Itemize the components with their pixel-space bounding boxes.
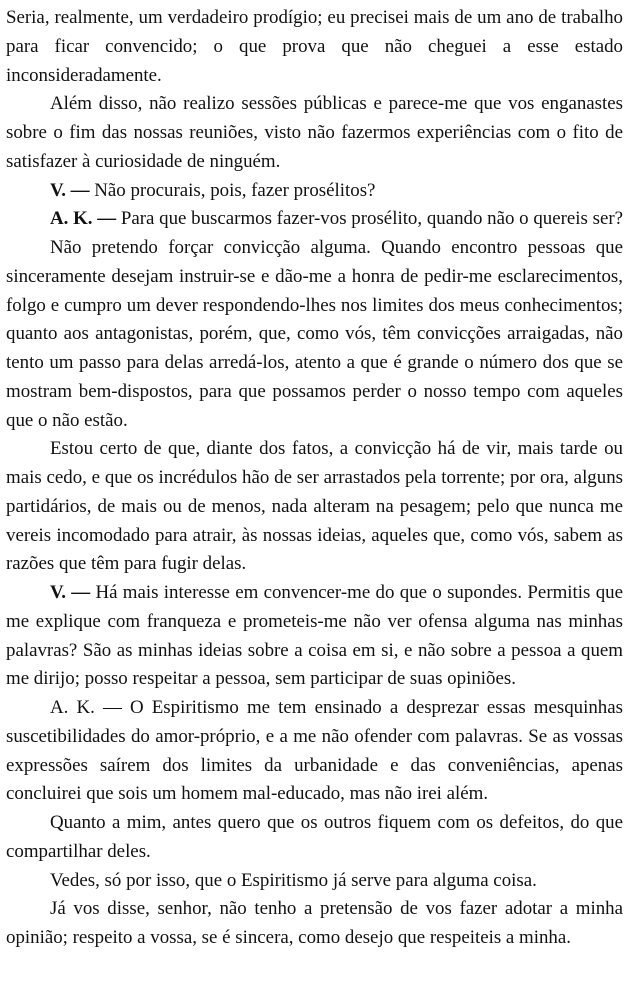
paragraph-text: Estou certo de que, diante dos fatos, a convicção há de vir, mais tarde ou mais cedo, e que os incrédulos hão de ser arrastados pela torrente; por ora, alguns partidários, de mais ou de menos, nada alteram na pesagem; pelo que nunca me vereis incomodado para atrair, às nossas ideias, aqueles que, como vós, sabem as razões que têm para fugir delas. <box>6 438 623 575</box>
paragraph-text: Seria, realmente, um verdadeiro prodígio; eu precisei mais de um ano de trabalho para ficar convencido; o que prova que não cheguei a esse estado inconsideradamente. <box>6 7 623 86</box>
paragraph-7 <box>6 579 623 694</box>
paragraph-4 <box>6 205 623 234</box>
paragraph-text: Vedes, só por isso, que o Espiritismo já serve para alguma coisa. <box>50 869 537 891</box>
speaker-label: V. — <box>50 179 90 201</box>
paragraph-text: A. K. — O Espiritismo me tem ensinado a desprezar essas mesquinhas suscetibilidades do amor-próprio, e a me não ofender com palavras. Se as vossas expressões saírem dos limites da urbanidade e das conveniências, apenas concluirei que sois um homem mal-educado, mas não irei além. <box>6 697 623 805</box>
paragraph-text: Para que buscarmos fazer-vos prosélito, quando não o quereis ser? <box>120 208 624 230</box>
paragraph-text: Quanto a mim, antes quero que os outros fiquem com os defeitos, do que compartilhar deles. <box>6 812 623 862</box>
paragraph-text: Não procurais, pois, fazer prosélitos? <box>94 179 376 201</box>
paragraph-text: Além disso, não realizo sessões públicas e parece-me que vos enganastes sobre o fim das nossas reuniões, visto não fazermos experiências com o fito de satisfazer à curiosidade de ninguém. <box>6 93 623 172</box>
paragraph-6 <box>6 435 623 579</box>
paragraph-text: Há mais interesse em convencer-me do que o supondes. Permitis que me explique com franqueza e prometeis-me não ver ofensa alguma nas minhas palavras? São as minhas ideias sobre a coisa em si, e não sobre a pessoa a quem me dirijo; posso respeitar a pessoa, sem participar de suas opiniões. <box>6 582 623 690</box>
paragraph-text: Já vos disse, senhor, não tenho a pretensão de vos fazer adotar a minha opinião; respeito a vossa, se é sincera, como desejo que respeiteis a minha. <box>6 898 623 948</box>
paragraph-5 <box>6 234 623 435</box>
paragraph-9 <box>6 809 623 867</box>
paragraph-text: Não pretendo forçar convicção alguma. Quando encontro pessoas que sinceramente desejam instruir-se e dão-me a honra de pedir-me esclarecimentos, folgo e cumpro um dever respondendo-lhes nos limites dos meus conhecimentos; quanto aos antagonistas, porém, que, como vós, têm convicções arraigadas, não tento um passo para delas arredá-los, atento a que é grande o número dos que se mostram bem-dispostos, para que possamos perder o nosso tempo com aqueles que o não estão. <box>6 237 623 431</box>
paragraph-1 <box>6 4 623 90</box>
speaker-label: A. K. — <box>50 208 117 230</box>
paragraph-3 <box>6 177 623 206</box>
paragraph-8 <box>6 694 623 809</box>
paragraph-10 <box>6 867 623 896</box>
speaker-label: V. — <box>50 582 91 603</box>
paragraph-11 <box>6 895 623 953</box>
paragraph-2 <box>6 90 623 176</box>
